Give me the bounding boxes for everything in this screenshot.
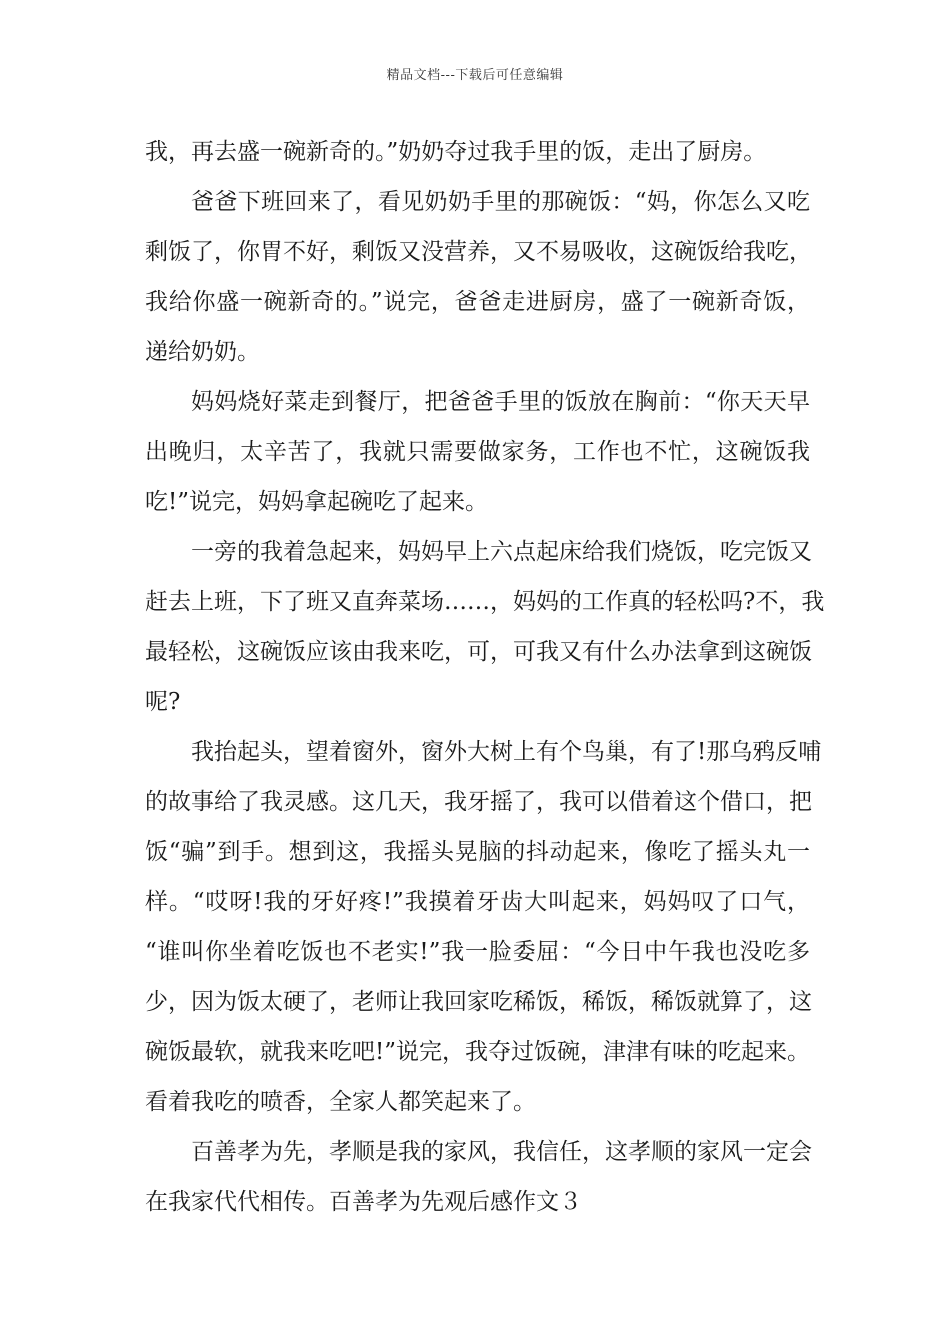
paragraph [145,1127,810,1227]
text-line: 我给你盛一碗新奇的。”说完，爸爸走进厨房，盛了一碗新奇饭， [145,289,810,315]
text-line: 我抬起头，望着窗外，窗外大树上有个鸟巢，有了!那乌鸦反哺 [191,739,822,765]
text-line: 样。“哎呀!我的牙好疼!”我摸着牙齿大叫起来，妈妈叹了口气， [145,889,810,915]
text-line: 少，因为饭太硬了，老师让我回家吃稀饭，稀饭，稀饭就算了，这 [145,989,812,1015]
text-line: 百善孝为先，孝顺是我的家风，我信任，这孝顺的家风一定会 [191,1139,812,1165]
paragraph [145,527,825,727]
text-line: 最轻松，这碗饭应该由我来吃，可，可我又有什么办法拿到这碗饭 [145,639,812,665]
paragraph [145,377,810,527]
page-header: 精品文档---下载后可任意编辑 [386,68,564,83]
paragraph [145,127,810,177]
text-line: 妈妈烧好菜走到餐厅，把爸爸手里的饭放在胸前：“你天天早 [191,389,810,415]
text-line: 爸爸下班回来了，看见奶奶手里的那碗饭：“妈，你怎么又吃 [191,189,810,215]
paragraph [145,727,822,1127]
text-line: 呢? [145,689,181,715]
text-line: 吃!”说完，妈妈拿起碗吃了起来。 [145,489,489,515]
text-line: 赶去上班，下了班又直奔菜场……，妈妈的工作真的轻松吗?不，我 [145,589,825,615]
document-body [145,127,825,1227]
text-line: 碗饭最软，就我来吃吧!”说完，我夺过饭碗，津津有味的吃起来。 [145,1039,811,1065]
text-line: 的故事给了我灵感。这几天，我牙摇了，我可以借着这个借口，把 [145,789,812,815]
text-line: 我，再去盛一碗新奇的。”奶奶夺过我手里的饭，走出了厨房。 [145,139,767,165]
paragraph [145,177,810,377]
text-line: 递给奶奶。 [145,339,260,365]
text-line: “谁叫你坐着吃饭也不老实!”我一脸委屈：“今日中午我也没吃多 [145,939,810,965]
text-line: 在我家代代相传。百善孝为先观后感作文３ [145,1189,582,1215]
text-line: 出晚归，太辛苦了，我就只需要做家务，工作也不忙，这碗饭我 [145,439,810,465]
text-line: 剩饭了，你胃不好，剩饭又没营养，又不易吸收，这碗饭给我吃， [145,239,812,265]
text-line: 一旁的我着急起来，妈妈早上六点起床给我们烧饭，吃完饭又 [191,539,812,565]
text-line: 饭“骗”到手。想到这，我摇头晃脑的抖动起来，像吃了摇头丸一 [145,839,810,865]
text-line: 看着我吃的喷香，全家人都笑起来了。 [145,1089,536,1115]
